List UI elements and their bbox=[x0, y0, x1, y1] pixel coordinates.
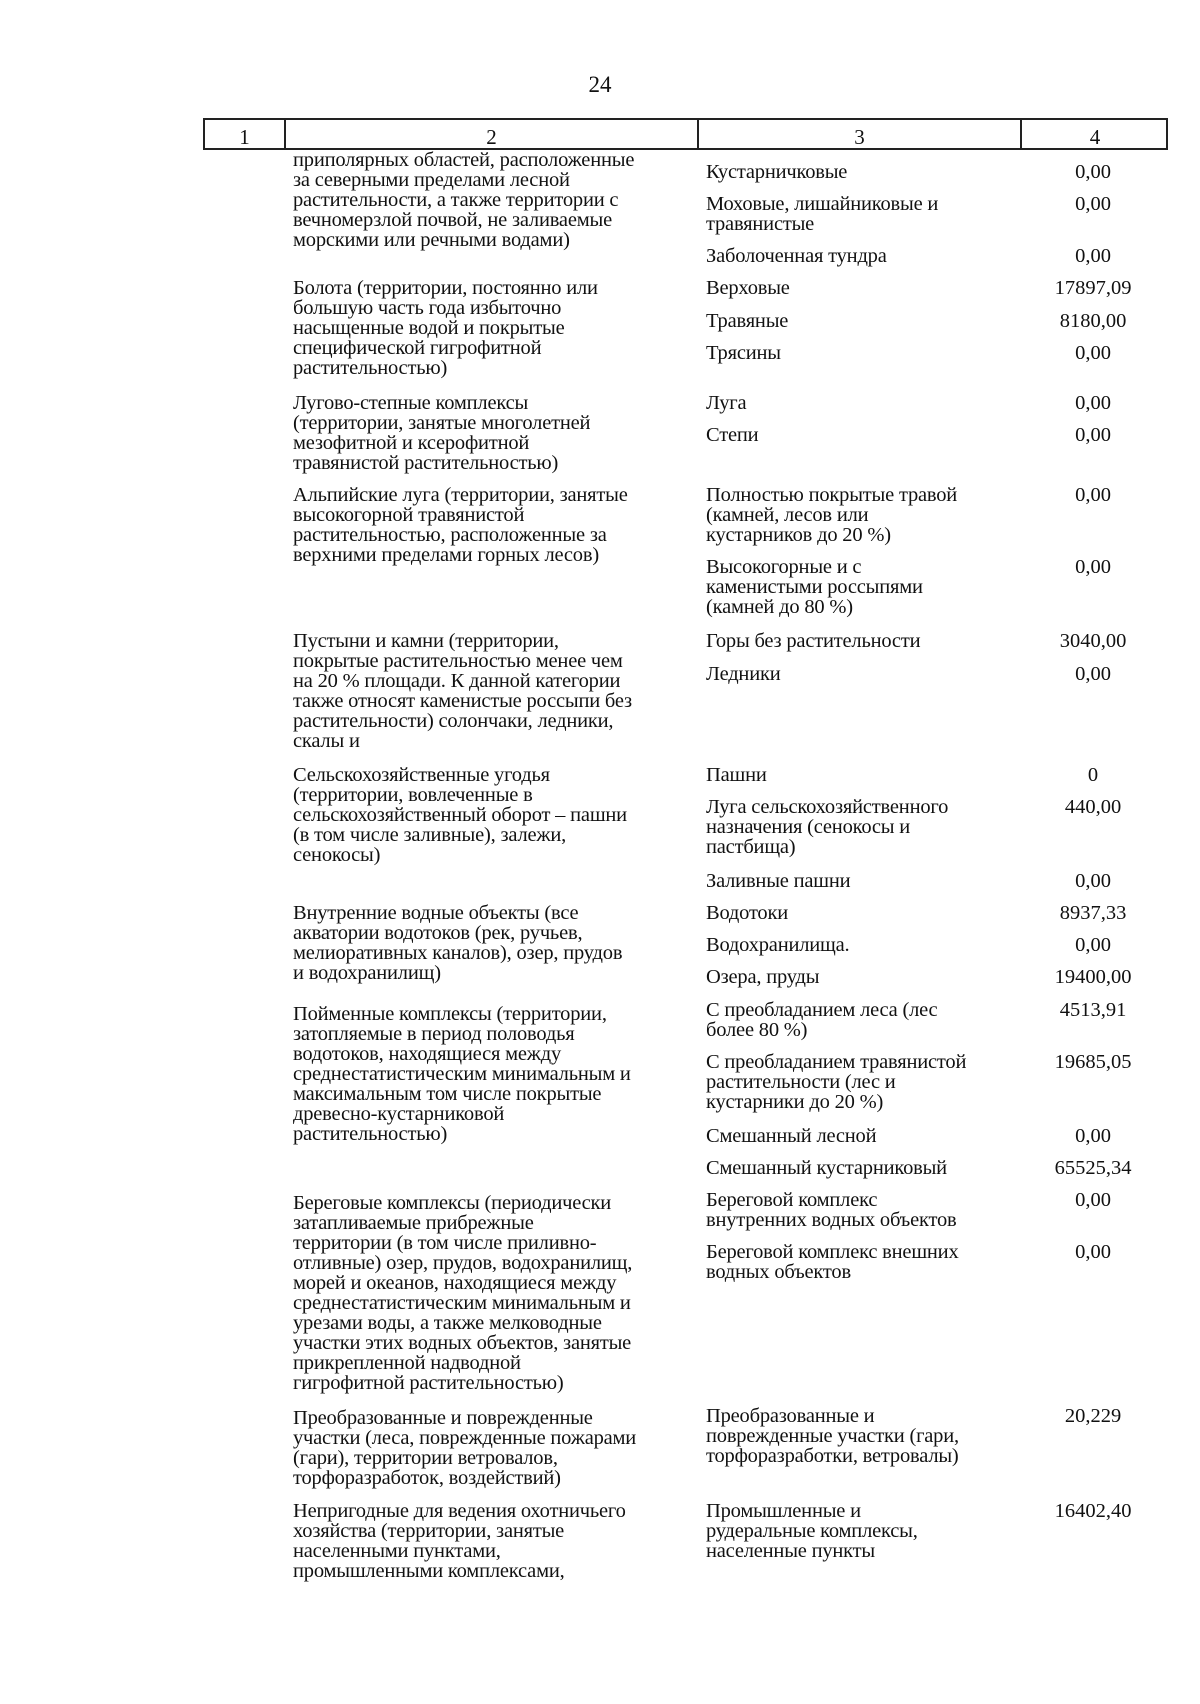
item-value: 8180,00 bbox=[1059, 310, 1127, 332]
item-name: Заболоченная тундра bbox=[706, 245, 887, 267]
category-cell: Преобразованные и поврежденные участки (леса, поврежденные пожарами (гари), территории ветровалов, торфоразработок, воздействий) bbox=[293, 1407, 637, 1489]
item-name: Луга bbox=[706, 392, 747, 414]
item-value: 0,00 bbox=[1075, 1189, 1111, 1211]
category-cell: приполярных областей, расположенные за северными пределами лесной растительности, а также территории с вечномерзлой почвой, не заливаемые морскими или речными водами) bbox=[293, 149, 635, 251]
category-cell: Пустыни и камни (территории, покрытые растительностью менее чем на 20 % площади. К данной категории также относят каменистые россыпи без растительности) солончаки, ледники, скалы и bbox=[293, 630, 632, 752]
item-name: Смешанный лесной bbox=[706, 1125, 877, 1147]
item-name: Озера, пруды bbox=[706, 966, 820, 988]
item-value: 0,00 bbox=[1075, 870, 1111, 892]
category-cell: Альпийские луга (территории, занятые высокогорной травянистой растительностью, расположенные за верхними пределами горных лесов) bbox=[293, 484, 628, 566]
category-cell: Болота (территории, постоянно или большую часть года избыточно насыщенные водой и покрытые специфической гигрофитной растительностью) bbox=[293, 277, 598, 379]
item-value: 0,00 bbox=[1075, 934, 1111, 956]
item-value: 0 bbox=[1087, 764, 1099, 786]
item-value: 0,00 bbox=[1075, 392, 1111, 414]
item-name: Моховые, лишайниковые и травянистые bbox=[706, 193, 939, 235]
column-number-3: 3 bbox=[854, 125, 865, 149]
column-number-1: 1 bbox=[239, 125, 250, 149]
item-value: 0,00 bbox=[1075, 1125, 1111, 1147]
item-value: 19685,05 bbox=[1054, 1051, 1132, 1073]
item-value: 0,00 bbox=[1075, 484, 1111, 506]
item-value: 3040,00 bbox=[1059, 630, 1127, 652]
item-value: 4513,91 bbox=[1059, 999, 1127, 1021]
item-name: Травяные bbox=[706, 310, 789, 332]
item-name: Промышленные и рудеральные комплексы, населенные пункты bbox=[706, 1500, 918, 1562]
item-name: С преобладанием травянистой растительности (лес и кустарники до 20 %) bbox=[706, 1051, 967, 1113]
item-name: Трясины bbox=[706, 342, 781, 364]
item-value: 0,00 bbox=[1075, 161, 1111, 183]
item-value: 0,00 bbox=[1075, 193, 1111, 215]
category-cell: Непригодные для ведения охотничьего хозяйства (территории, занятые населенными пунктами, промышленными комплексами, bbox=[293, 1500, 626, 1582]
item-name: Полностью покрытые травой (камней, лесов или кустарников до 20 %) bbox=[706, 484, 958, 546]
item-value: 65525,34 bbox=[1054, 1157, 1132, 1179]
item-name: Верховые bbox=[706, 277, 790, 299]
item-name: Преобразованные и поврежденные участки (гари, торфоразработки, ветровалы) bbox=[706, 1405, 959, 1467]
item-value: 20,229 bbox=[1064, 1405, 1122, 1427]
item-value: 440,00 bbox=[1064, 796, 1122, 818]
item-name: Кустарничковые bbox=[706, 161, 848, 183]
item-value: 0,00 bbox=[1075, 1241, 1111, 1263]
item-name: Луга сельскохозяйственного назначения (сенокосы и пастбища) bbox=[706, 796, 949, 858]
category-cell: Внутренние водные объекты (все акватории водотоков (рек, ручьев, мелиоративных каналов), озер, прудов и водохранилищ) bbox=[293, 902, 623, 984]
category-cell: Лугово-степные комплексы (территории, занятые многолетней мезофитной и ксерофитной травянистой растительностью) bbox=[293, 392, 591, 474]
column-number-4: 4 bbox=[1089, 125, 1101, 149]
item-name: Степи bbox=[706, 424, 759, 446]
category-cell: Пойменные комплексы (территории, затопляемые в период половодья водотоков, находящиеся между среднестатистическим минимальным и максимальным том числе покрытые древесно-кустарниковой растительностью) bbox=[293, 1003, 631, 1145]
category-cell: Сельскохозяйственные угодья (территории, вовлеченные в сельскохозяйственный оборот – пашни (в том числе заливные), залежи, сенокосы) bbox=[293, 764, 627, 866]
item-name: Горы без растительности bbox=[706, 630, 921, 652]
page-number: 24 bbox=[588, 72, 612, 97]
item-value: 8937,33 bbox=[1059, 902, 1127, 924]
item-name: Заливные пашни bbox=[706, 870, 851, 892]
item-value: 0,00 bbox=[1075, 663, 1111, 685]
item-name: Пашни bbox=[706, 764, 767, 786]
item-name: Высокогорные и с каменистыми россыпями (камней до 80 %) bbox=[706, 556, 923, 618]
item-name: С преобладанием леса (лес более 80 %) bbox=[706, 999, 938, 1041]
item-name: Водохранилища. bbox=[706, 934, 850, 956]
table-header bbox=[203, 118, 1168, 150]
item-value: 0,00 bbox=[1075, 556, 1111, 578]
item-name: Смешанный кустарниковый bbox=[706, 1157, 947, 1179]
category-cell: Береговые комплексы (периодически затапливаемые прибрежные территории (в том числе приливно- отливные) озер, прудов, водохранилищ, морей и океанов, находящиеся между среднестатистическим минимальным и урезами воды, а также мелководные участки этих водных объектов, занятые прикрепленной надводной гигрофитной растительностью) bbox=[293, 1192, 633, 1394]
item-value: 0,00 bbox=[1075, 424, 1111, 446]
item-name: Береговой комплекс внутренних водных объектов bbox=[706, 1189, 957, 1231]
item-value: 19400,00 bbox=[1054, 966, 1132, 988]
column-number-2: 2 bbox=[486, 125, 497, 149]
item-value: 16402,40 bbox=[1054, 1500, 1132, 1522]
item-value: 0,00 bbox=[1075, 245, 1111, 267]
item-value: 0,00 bbox=[1075, 342, 1111, 364]
item-name: Береговой комплекс внешних водных объектов bbox=[706, 1241, 959, 1283]
item-name: Ледники bbox=[706, 663, 781, 685]
item-name: Водотоки bbox=[706, 902, 789, 924]
item-value: 17897,09 bbox=[1054, 277, 1132, 299]
